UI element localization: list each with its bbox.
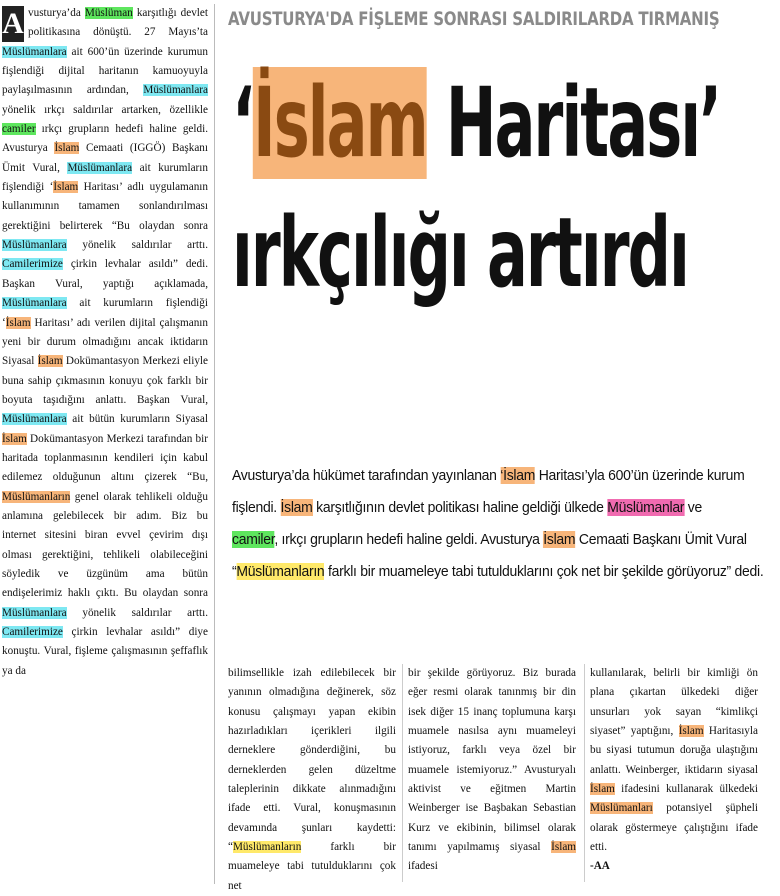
byline: -AA (590, 860, 610, 873)
highlight: İslam (2, 432, 27, 445)
lead-line: Avusturya’da hükümet tarafından yayınlanan ‘İslam Haritası’yla 600’ün üzerinde kurum (232, 467, 745, 484)
lead-line: camiler, ırkçı grupların hedefi haline geldi. Avusturya İslam Cemaati Başkanı Ümit Vural (232, 531, 747, 548)
highlight: Müslümanlara (2, 45, 67, 58)
body-column-2: bir şekilde görüyoruz. Biz burada eğer resmi olarak tanınmış bir din isek diğer 15 inanç toplumuna karşı muamele nasılsa aynı muameleyi istiyoruz, farklı veya özel bir muamele istemiyoruz.” Avusturyalı aktivist ve eğitmen Martin Weinberger ise Başbakan Sebastian Kurz ve ekibinin, bilimsel olarak tanımı yapılmamış siyasal İslam ifadesi (408, 667, 576, 873)
highlight: Camilerimize (2, 626, 63, 638)
left-column-article (2, 4, 208, 681)
lead-line: “Müslümanların farklı bir muameleye tabi tutulduklarını çok net bir şekilde görüyoruz” dedi. (232, 563, 764, 580)
highlight: İslam (678, 725, 704, 738)
highlight: Müslümanlara (2, 413, 67, 426)
highlight: Müslümanlara (2, 606, 67, 619)
highlight: Müslümanlara (2, 239, 67, 252)
left-column-text: vusturya’da Müslüman karşıtlığı devlet politikasına dönüştü. 27 Mayıs’ta Müslümanlara ait 600’ün üzerinde kurumun fişlendiği dijital haritanın kamuoyuyla paylaşılmasının ardından, Müslümanlara yönelik ırkçı saldırılar artarken, özellikle camiler ırkçı grupların hedefi haline geldi. Avusturya İslam Cemaati (IGGÖ) Başkanı Ümit Vural, Müslümanlara ait kurumların fişlendiği ‘İslam Haritası’ adlı uygulamanın kullanımının tamamen sonlandırılması gerektiğini belirterek “Bu olaydan sonra Müslümanlara yönelik saldırılar arttı. Camilerimize çirkin levhalar asıldı” dedi. Başkan Vural, yaptığı açıklamada, Müslümanlara ait kurumların fişlendiği ‘İslam Haritası’ adı verilen dijital çalışmanın yeni bir durum olmadığını ancak iktidarın Siyasal İslam Dokümantasyon Merkezi eliyle buna sahip çıkmasının konuyu çok farklı bir boyuta taşıdığını anlattı. Başkan Vural, Müslümanlara ait bütün kurumların Siyasal İslam Dokümantasyon Merkezi tarafından bir haritada toplanmasının kendileri için kabul edilemez olduğunun altını çizerek “Bu, Müslümanların genel olarak tehlikeli olduğu anlamına gelebilecek bir adım. Biz bu internet sitesini biran evvel çevirim dışı olması gerektiğini, tehlikeli olabileceğini söyledik ve üzgünüm ama bütün endişelerimiz haklı çıktı. Bu olaydan sonra Müslümanlara yönelik saldırılar arttı. Camilerimize çirkin levhalar asıldı” diye konuştu. Vural, fişleme çalışmasının şeffaflık ya da (2, 7, 209, 677)
highlight: camiler (2, 123, 36, 136)
headline-line-2: ırkçılığı artırdı (232, 197, 688, 309)
kicker-headline: AVUSTURYA'DA FİŞLEME SONRASI SALDIRILARDA TIRMANIŞ (228, 8, 720, 30)
headline-highlight: İslam (253, 67, 427, 179)
highlight: İslam (53, 181, 79, 194)
highlight: Müslümanların (2, 490, 71, 503)
column-divider (402, 664, 403, 882)
highlight: Müslümanları (590, 802, 653, 815)
column-divider (214, 4, 215, 884)
highlight: Müslümanlara (67, 161, 133, 174)
body-column-3: kullanılarak, belirli bir kimliği ön plana çıkartan ülkedeki diğer unsurları yok sayan “kimlikçi siyaset” yaptığını, İslam Haritasıyla bu siyasi tutumun doruğa ulaştığını anlattı. Weinberger, iktidarın siyasal İslam ifadesini kullanarak ülkedeki Müslümanları potansiyel şüpheli olarak göstermeye çalıştığını ifade etti. -AA (590, 667, 758, 873)
main-headline (232, 58, 780, 318)
drop-cap: A (2, 7, 24, 40)
headline-line-1: ‘İslam Haritası’ (232, 67, 721, 179)
column-divider (584, 664, 585, 882)
lead-line: fişlendi. İslam karşıtlığının devlet politikası haline geldiği ülkede Müslümanlar ve (232, 499, 703, 516)
highlight: Camilerimize (2, 258, 63, 271)
highlight: İslam (54, 142, 80, 155)
highlight: Müslümanlara (2, 297, 67, 310)
highlight: İslam (590, 783, 615, 796)
highlight: İslam (5, 316, 31, 329)
lead-paragraph (232, 460, 772, 588)
highlight: İslam (37, 355, 63, 368)
highlight: Müslümanların (232, 841, 302, 854)
highlight: İslam (551, 841, 576, 854)
highlight: Müslümanlara (143, 84, 208, 97)
highlight: Müslüman (84, 7, 133, 19)
body-column-1: bilimsellikle izah edilebilecek bir yanının olmadığına değinerek, söz konusu çalışmayı yapan ekibin hazırladıkları içerikleri ilgili derneklere gönderdiğini, bu derneklerden gelen düzeltme taleplerinin dikkate alınmadığını ifade etti. Vural, konuşmasının devamında şunları kaydetti: “Müslümanların farklı bir muameleye tabi tutulduklarını çok net (228, 667, 396, 892)
